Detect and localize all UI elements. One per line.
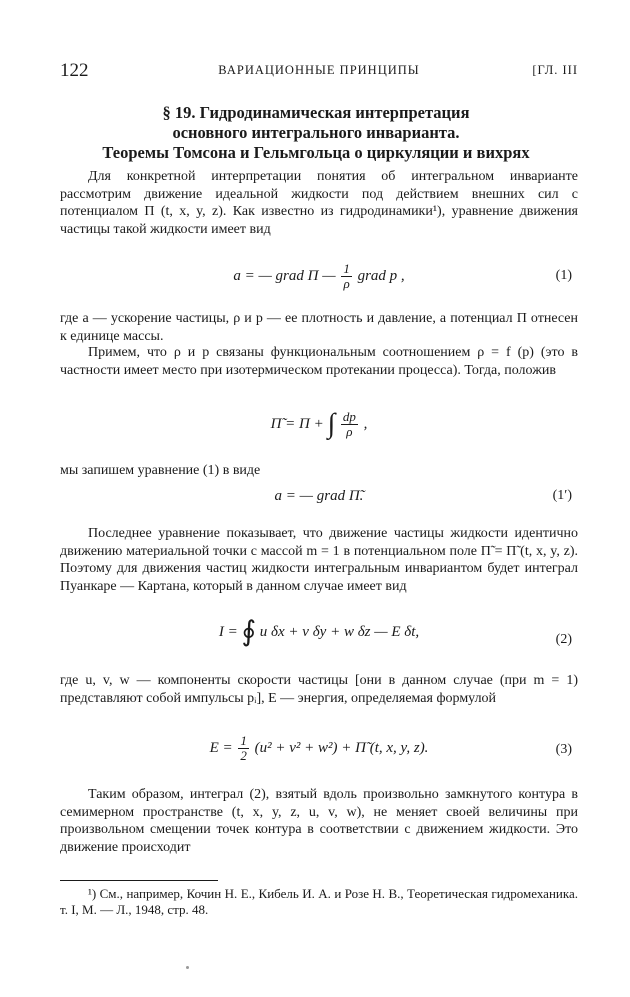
eq3-rhs: (u² + v² + w²) + П̃ (t, x, y, z). (254, 739, 429, 756)
eq1-number: (1) (555, 268, 572, 283)
equation-1-prime (60, 488, 578, 510)
paragraph-2: где a — ускорение частицы, ρ и p — ее плотность и давление, а потенциал П отнесен к единице массы. (60, 311, 578, 344)
eq2-lhs: I = (218, 624, 238, 640)
eq2-rhs: u δx + v δy + w δz — E δt, (259, 624, 420, 640)
eq1p-number: (1′) (552, 488, 572, 503)
paragraph-7: Таким образом, интеграл (2), взятый вдоль произвольно замкнутого контура в семимерном пространстве (t, x, y, z, u, v, w), не меняет своей величины при произвольном смещении точек контура в соответствии с движением жидкости. Это движение происходит (60, 787, 578, 855)
equation-2 (60, 616, 578, 658)
eq3-lhs: E = (209, 739, 233, 756)
eq1p-text: a = — grad П̃. (274, 488, 364, 504)
section-title-line3: Теоремы Томсона и Гельмгольца о циркуляции и вихрях (102, 143, 530, 162)
equation-1 (60, 262, 578, 292)
paragraph-4: мы запишем уравнение (1) в виде (60, 463, 261, 478)
eqdef-lhs: П̃ = П + (270, 415, 324, 432)
equation-definition (60, 410, 578, 446)
paragraph-5: Последнее уравнение показывает, что движение частицы жидкости идентично движению материальной точки с массой m = 1 в потенциальном поле П̃ = П̃ (t, x, y, z). Поэтому для движения частиц жидкости интегральным инвариантом будет интеграл Пуанкаре — Картана, который в данном случае имеет вид (60, 526, 578, 594)
section-title-line2: основного интегрального инварианта. (172, 123, 460, 142)
eqdef-fraction: $\frac{dp}{\rho}$ (342, 409, 356, 439)
footnote-rule (60, 880, 218, 881)
integral-sign: ∫ (327, 408, 336, 440)
paragraph-3: Примем, что ρ и p связаны функциональным соотношением ρ = f (p) (это в частности имеет место при изотермическом протекании процесса). Тогда, положив (60, 345, 578, 378)
eq1-fraction: $\frac{1}{\rho}$ (343, 261, 350, 291)
running-header (60, 60, 578, 82)
section-title (50, 103, 582, 163)
running-title: ВАРИАЦИОННЫЕ ПРИНЦИПЫ (218, 63, 420, 77)
eq1-rhs: grad p , (357, 267, 405, 284)
eq3-fraction: $\frac{1}{2}$ (240, 733, 247, 763)
page-mark (186, 966, 189, 969)
eq3-number: (3) (555, 742, 572, 757)
paragraph-1: Для конкретной интерпретации понятия об интегральном инварианте рассмотрим движение идеальной жидкости под действием внешних сил с потенциалом П (t, x, y, z). Как известно из гидродинамики¹), уравнение движения частицы такой жидкости имеет вид (60, 169, 578, 237)
contour-integral-sign: ∮ (241, 616, 257, 648)
section-title-line1: § 19. Гидродинамическая интерпретация (162, 103, 470, 122)
footnote: ¹) См., например, Кочин Н. Е., Кибель И. А. и Розе Н. В., Теоретическая гидромеханика. т. I, М. — Л., 1948, стр. 48. (60, 886, 578, 917)
equation-3 (60, 734, 578, 768)
chapter-label: [ГЛ. III (532, 63, 578, 77)
paragraph-6: где u, v, w — компоненты скорости частицы [они в данном случае (при m = 1) представляют собой импульсы pᵢ], E — энергия, определяемая формулой (60, 673, 578, 706)
eqdef-end: , (363, 415, 368, 432)
page-number: 122 (60, 60, 89, 81)
eq2-number: (2) (555, 632, 572, 647)
eq1-lhs: a = — grad П — (233, 267, 336, 284)
